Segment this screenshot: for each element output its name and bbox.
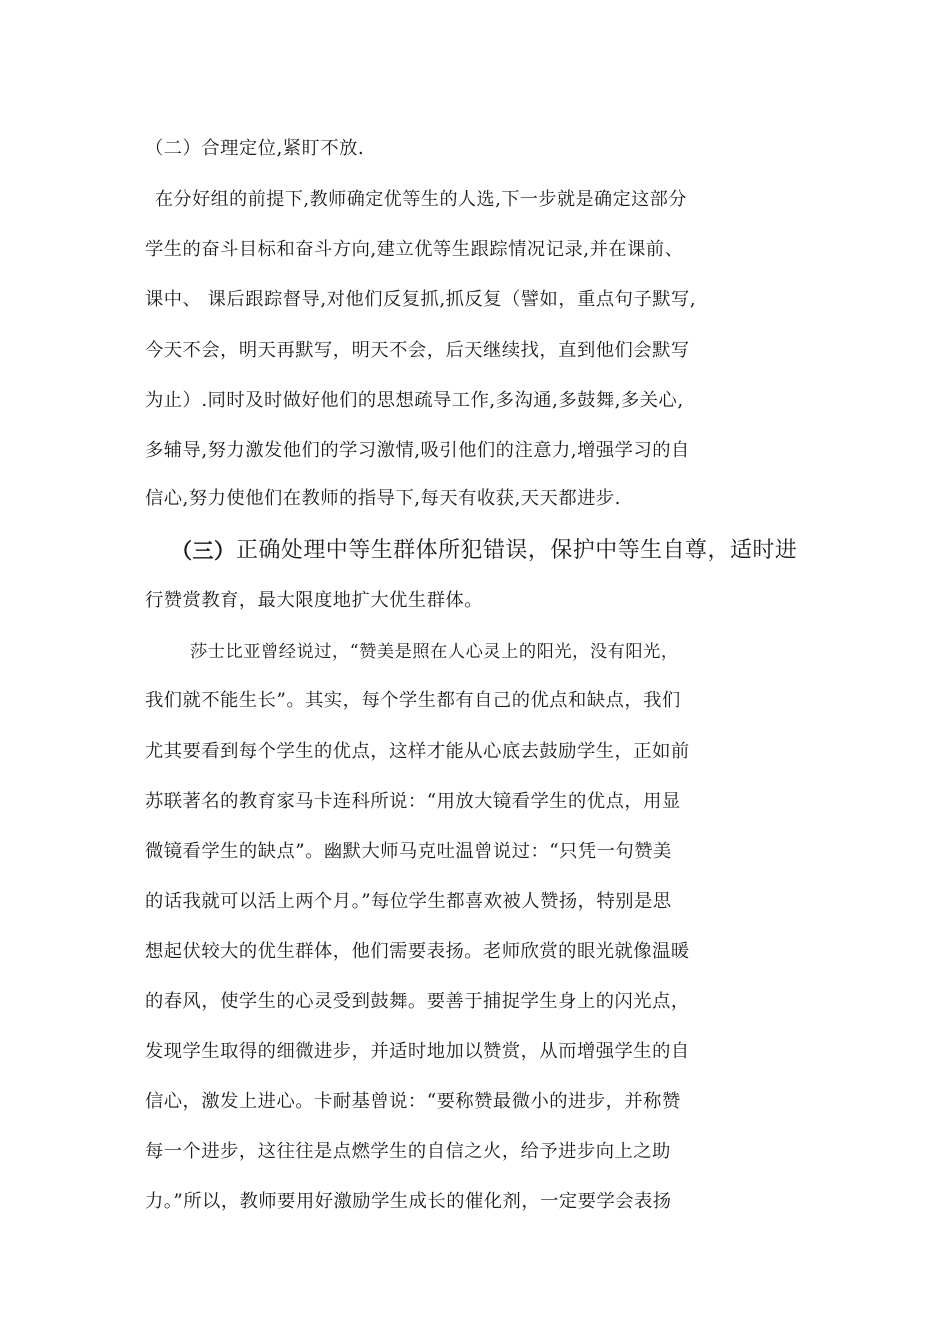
paragraph-line: 苏联著名的教育家马卡连科所说：“用放大镜看学生的优点，用显 bbox=[145, 791, 681, 812]
section-heading-3-number: （三） bbox=[171, 539, 236, 563]
paragraph-line: 在分好组的前提下,教师确定优等生的人选,下一步就是确定这部分 bbox=[155, 189, 687, 210]
paragraph-line: 想起伏较大的优生群体，他们需要表扬。老师欣赏的眼光就像温暖 bbox=[145, 941, 690, 962]
paragraph-line: 每一个进步，这往往是点燃学生的自信之火，给予进步向上之助 bbox=[145, 1141, 671, 1162]
paragraph-line: 行赞赏教育，最大限度地扩大优生群体。 bbox=[145, 590, 484, 611]
paragraph-line: 的话我就可以活上两个月。”每位学生都喜欢被人赞扬，特别是思 bbox=[145, 891, 672, 912]
paragraph-line: 学生的奋斗目标和奋斗方向,建立优等生跟踪情况记录,并在课前、 bbox=[145, 239, 684, 260]
paragraph-line: 为止）.同时及时做好他们的思想疏导工作,多沟通,多鼓舞,多关心, bbox=[145, 390, 684, 411]
paragraph-line: 发现学生取得的细微进步，并适时地加以赞赏，从而增强学生的自 bbox=[145, 1041, 690, 1062]
paragraph-line: 我们就不能生长”。其实，每个学生都有自己的优点和缺点，我们 bbox=[145, 690, 681, 711]
paragraph-line: 莎士比亚曾经说过，“赞美是照在人心灵上的阳光，没有阳光， bbox=[190, 642, 679, 662]
paragraph-line: 信心,努力使他们在教师的指导下,每天有收获,天天都进步. bbox=[145, 488, 621, 509]
paragraph-line: 课中、 课后跟踪督导,对他们反复抓,抓反复（譬如，重点句子默写, bbox=[145, 289, 697, 310]
section-heading-3-text: 正确处理中等生群体所犯错误，保护中等生自尊，适时进 bbox=[236, 538, 798, 563]
paragraph-line: 今天不会，明天再默写，明天不会，后天继续找，直到他们会默写 bbox=[145, 340, 690, 361]
paragraph-line: 多辅导,努力激发他们的学习激情,吸引他们的注意力,增强学习的自 bbox=[145, 440, 690, 461]
paragraph-line: 的春风，使学生的心灵受到鼓舞。要善于捕捉学生身上的闪光点， bbox=[145, 991, 690, 1012]
paragraph-line: 力。”所以，教师要用好激励学生成长的催化剂，一定要学会表扬 bbox=[145, 1191, 672, 1212]
paragraph-line: 尤其要看到每个学生的优点，这样才能从心底去鼓励学生，正如前 bbox=[145, 741, 690, 762]
paragraph-line: 微镜看学生的缺点”。幽默大师马克吐温曾说过：“只凭一句赞美 bbox=[145, 841, 672, 862]
paragraph-line: 信心，激发上进心。卡耐基曾说：“要称赞最微小的进步，并称赞 bbox=[145, 1091, 681, 1112]
section-heading-2: （二）合理定位,紧盯不放. bbox=[145, 138, 365, 159]
